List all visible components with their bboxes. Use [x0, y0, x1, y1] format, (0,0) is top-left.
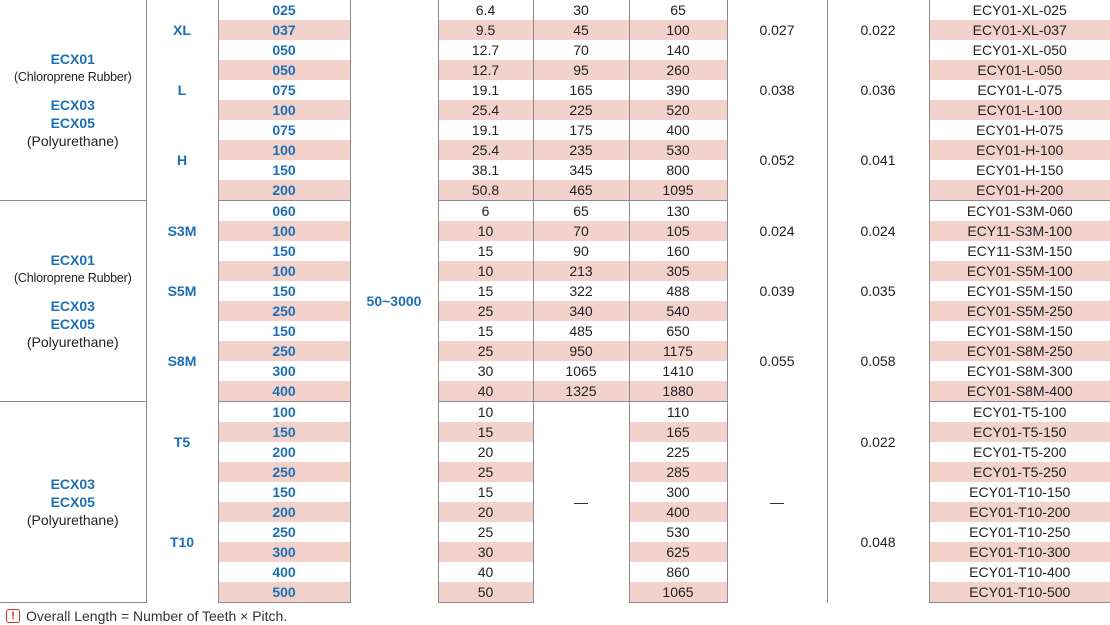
- coefficient-b-cell: 0.035: [827, 261, 929, 321]
- value-cell: 70: [533, 221, 629, 241]
- width-code-cell: 150: [218, 422, 350, 442]
- coefficient-a-cell: 0.055: [727, 321, 827, 402]
- width-code-cell: 150: [218, 321, 350, 341]
- coefficient-b-cell: 0.058: [827, 321, 929, 402]
- width-code-cell: 200: [218, 442, 350, 462]
- pitch-type-cell: S5M: [146, 261, 218, 321]
- value-cell: 25: [438, 462, 533, 482]
- value-cell: 165: [533, 80, 629, 100]
- value-cell: 1325: [533, 381, 629, 402]
- width-code-cell: 025: [218, 0, 350, 20]
- value-cell: 6.4: [438, 0, 533, 20]
- value-cell: 40: [438, 381, 533, 402]
- part-number-cell: ECY01-S8M-300: [929, 361, 1110, 381]
- part-number-cell: ECY01-XL-050: [929, 40, 1110, 60]
- footnote: [6, 607, 287, 625]
- value-cell: 105: [629, 221, 727, 241]
- part-number-cell: ECY11-S3M-100: [929, 221, 1110, 241]
- dash-cell: —: [727, 402, 827, 603]
- material-cell: [0, 0, 146, 201]
- coefficient-a-cell: 0.024: [727, 201, 827, 262]
- width-code-cell: 250: [218, 341, 350, 361]
- width-code-cell: 400: [218, 562, 350, 582]
- table-row: [0, 120, 1110, 140]
- value-cell: 15: [438, 422, 533, 442]
- width-code-cell: 100: [218, 140, 350, 160]
- material-code: ECX03: [50, 298, 95, 314]
- material-code: ECX01: [50, 252, 95, 268]
- value-cell: 38.1: [438, 160, 533, 180]
- coefficient-b-cell: 0.041: [827, 120, 929, 201]
- value-cell: 488: [629, 281, 727, 301]
- table-row: [0, 261, 1110, 281]
- value-cell: 65: [629, 0, 727, 20]
- part-number-cell: ECY01-T5-150: [929, 422, 1110, 442]
- value-cell: 213: [533, 261, 629, 281]
- value-cell: 15: [438, 241, 533, 261]
- value-cell: 12.7: [438, 40, 533, 60]
- coefficient-b-cell: 0.024: [827, 201, 929, 262]
- material-code: ECX05: [50, 316, 95, 332]
- value-cell: 110: [629, 402, 727, 423]
- value-cell: 800: [629, 160, 727, 180]
- material-cell: [0, 402, 146, 603]
- coefficient-a-cell: 0.039: [727, 261, 827, 321]
- material-name: (Polyurethane): [26, 133, 119, 149]
- value-cell: 50.8: [438, 180, 533, 201]
- table-row: [0, 321, 1110, 341]
- value-cell: 225: [629, 442, 727, 462]
- value-cell: 235: [533, 140, 629, 160]
- part-number-cell: ECY01-XL-037: [929, 20, 1110, 40]
- pitch-type-cell: T10: [146, 482, 218, 603]
- part-number-cell: ECY01-T5-250: [929, 462, 1110, 482]
- value-cell: 12.7: [438, 60, 533, 80]
- part-number-cell: ECY01-L-075: [929, 80, 1110, 100]
- value-cell: 45: [533, 20, 629, 40]
- width-code-cell: 250: [218, 522, 350, 542]
- width-code-cell: 037: [218, 20, 350, 40]
- part-number-cell: ECY01-S8M-250: [929, 341, 1110, 361]
- value-cell: 1175: [629, 341, 727, 361]
- width-code-cell: 250: [218, 301, 350, 321]
- footnote-text: Overall Length = Number of Teeth × Pitch.: [26, 608, 288, 624]
- value-cell: 70: [533, 40, 629, 60]
- value-cell: 30: [533, 0, 629, 20]
- spacer: [0, 287, 146, 297]
- part-number-cell: ECY01-XL-025: [929, 0, 1110, 20]
- value-cell: 950: [533, 341, 629, 361]
- part-number-cell: ECY01-H-075: [929, 120, 1110, 140]
- width-code-cell: 100: [218, 261, 350, 281]
- value-cell: 100: [629, 20, 727, 40]
- value-cell: 30: [438, 542, 533, 562]
- value-cell: 6: [438, 201, 533, 222]
- value-cell: 20: [438, 442, 533, 462]
- table-row: [0, 60, 1110, 80]
- value-cell: 25.4: [438, 140, 533, 160]
- material-code: ECX01: [50, 51, 95, 67]
- value-cell: 305: [629, 261, 727, 281]
- value-cell: 15: [438, 482, 533, 502]
- value-cell: 520: [629, 100, 727, 120]
- table-row: [0, 0, 1110, 20]
- coefficient-a-cell: 0.038: [727, 60, 827, 120]
- part-number-cell: ECY01-L-050: [929, 60, 1110, 80]
- coefficient-b-cell: 0.022: [827, 402, 929, 483]
- value-cell: 345: [533, 160, 629, 180]
- part-number-cell: ECY01-H-100: [929, 140, 1110, 160]
- part-number-cell: ECY01-S8M-400: [929, 381, 1110, 402]
- value-cell: 40: [438, 562, 533, 582]
- part-number-cell: ECY11-S3M-150: [929, 241, 1110, 261]
- value-cell: 1065: [629, 582, 727, 603]
- part-number-cell: ECY01-S5M-100: [929, 261, 1110, 281]
- pitch-type-cell: S3M: [146, 201, 218, 262]
- width-code-cell: 100: [218, 402, 350, 423]
- material-name: (Chloroprene Rubber): [13, 271, 132, 285]
- pitch-type-cell: T5: [146, 402, 218, 483]
- material-code: ECX03: [50, 476, 95, 492]
- value-cell: 530: [629, 140, 727, 160]
- value-cell: 160: [629, 241, 727, 261]
- pitch-type-cell: L: [146, 60, 218, 120]
- width-code-cell: 100: [218, 100, 350, 120]
- material-name: (Polyurethane): [26, 334, 119, 350]
- value-cell: 90: [533, 241, 629, 261]
- value-cell: 15: [438, 321, 533, 341]
- width-code-cell: 500: [218, 582, 350, 603]
- value-cell: 300: [629, 482, 727, 502]
- width-code-cell: 150: [218, 160, 350, 180]
- value-cell: 485: [533, 321, 629, 341]
- value-cell: 25: [438, 341, 533, 361]
- value-cell: 390: [629, 80, 727, 100]
- part-number-cell: ECY01-T10-500: [929, 582, 1110, 603]
- part-number-cell: ECY01-T10-250: [929, 522, 1110, 542]
- coefficient-a-cell: 0.052: [727, 120, 827, 201]
- width-code-cell: 200: [218, 180, 350, 201]
- pitch-type-cell: H: [146, 120, 218, 201]
- value-cell: 25: [438, 301, 533, 321]
- value-cell: 650: [629, 321, 727, 341]
- value-cell: 465: [533, 180, 629, 201]
- table-row: [0, 402, 1110, 423]
- value-cell: 340: [533, 301, 629, 321]
- width-code-cell: 150: [218, 482, 350, 502]
- value-cell: 540: [629, 301, 727, 321]
- part-number-cell: ECY01-L-100: [929, 100, 1110, 120]
- material-name: (Polyurethane): [26, 512, 119, 528]
- part-number-cell: ECY01-T10-150: [929, 482, 1110, 502]
- width-code-cell: 400: [218, 381, 350, 402]
- length-range-cell: 50~3000: [350, 0, 438, 603]
- pitch-type-cell: S8M: [146, 321, 218, 402]
- width-code-cell: 250: [218, 462, 350, 482]
- part-number-cell: ECY01-S5M-150: [929, 281, 1110, 301]
- part-number-cell: ECY01-S3M-060: [929, 201, 1110, 222]
- width-code-cell: 150: [218, 281, 350, 301]
- value-cell: 1410: [629, 361, 727, 381]
- value-cell: 20: [438, 502, 533, 522]
- value-cell: 530: [629, 522, 727, 542]
- width-code-cell: 075: [218, 120, 350, 140]
- pitch-type-cell: XL: [146, 0, 218, 60]
- material-code: ECX05: [50, 115, 95, 131]
- value-cell: 140: [629, 40, 727, 60]
- spacer: [0, 86, 146, 96]
- value-cell: 1095: [629, 180, 727, 201]
- material-code: ECX03: [50, 97, 95, 113]
- coefficient-a-cell: 0.027: [727, 0, 827, 60]
- part-number-cell: ECY01-T5-200: [929, 442, 1110, 462]
- value-cell: 50: [438, 582, 533, 603]
- width-code-cell: 150: [218, 241, 350, 261]
- width-code-cell: 200: [218, 502, 350, 522]
- value-cell: 322: [533, 281, 629, 301]
- width-code-cell: 050: [218, 60, 350, 80]
- value-cell: 19.1: [438, 80, 533, 100]
- value-cell: 860: [629, 562, 727, 582]
- value-cell: 400: [629, 502, 727, 522]
- width-code-cell: 300: [218, 361, 350, 381]
- material-name: (Chloroprene Rubber): [13, 70, 132, 84]
- width-code-cell: 300: [218, 542, 350, 562]
- value-cell: 165: [629, 422, 727, 442]
- value-cell: 9.5: [438, 20, 533, 40]
- value-cell: 30: [438, 361, 533, 381]
- value-cell: 625: [629, 542, 727, 562]
- part-number-cell: ECY01-T10-200: [929, 502, 1110, 522]
- dash-cell: —: [533, 402, 629, 603]
- value-cell: 175: [533, 120, 629, 140]
- material-code: ECX05: [50, 494, 95, 510]
- part-number-cell: ECY01-T10-300: [929, 542, 1110, 562]
- part-number-cell: ECY01-H-150: [929, 160, 1110, 180]
- value-cell: 1880: [629, 381, 727, 402]
- width-code-cell: 100: [218, 221, 350, 241]
- value-cell: 19.1: [438, 120, 533, 140]
- value-cell: 225: [533, 100, 629, 120]
- coefficient-b-cell: 0.048: [827, 482, 929, 603]
- part-number-cell: ECY01-S8M-150: [929, 321, 1110, 341]
- width-code-cell: 050: [218, 40, 350, 60]
- value-cell: 95: [533, 60, 629, 80]
- value-cell: 130: [629, 201, 727, 222]
- value-cell: 1065: [533, 361, 629, 381]
- value-cell: 10: [438, 261, 533, 281]
- coefficient-b-cell: 0.036: [827, 60, 929, 120]
- coefficient-b-cell: 0.022: [827, 0, 929, 60]
- value-cell: 400: [629, 120, 727, 140]
- value-cell: 10: [438, 221, 533, 241]
- part-number-cell: ECY01-T10-400: [929, 562, 1110, 582]
- width-code-cell: 060: [218, 201, 350, 222]
- width-code-cell: 075: [218, 80, 350, 100]
- material-cell: [0, 201, 146, 402]
- value-cell: 10: [438, 402, 533, 423]
- part-number-cell: ECY01-H-200: [929, 180, 1110, 201]
- table-row: [0, 201, 1110, 222]
- part-number-cell: ECY01-S5M-250: [929, 301, 1110, 321]
- value-cell: 260: [629, 60, 727, 80]
- exclamation-icon: !: [6, 609, 20, 623]
- value-cell: 25.4: [438, 100, 533, 120]
- value-cell: 15: [438, 281, 533, 301]
- part-number-cell: ECY01-T5-100: [929, 402, 1110, 423]
- value-cell: 285: [629, 462, 727, 482]
- value-cell: 65: [533, 201, 629, 222]
- value-cell: 25: [438, 522, 533, 542]
